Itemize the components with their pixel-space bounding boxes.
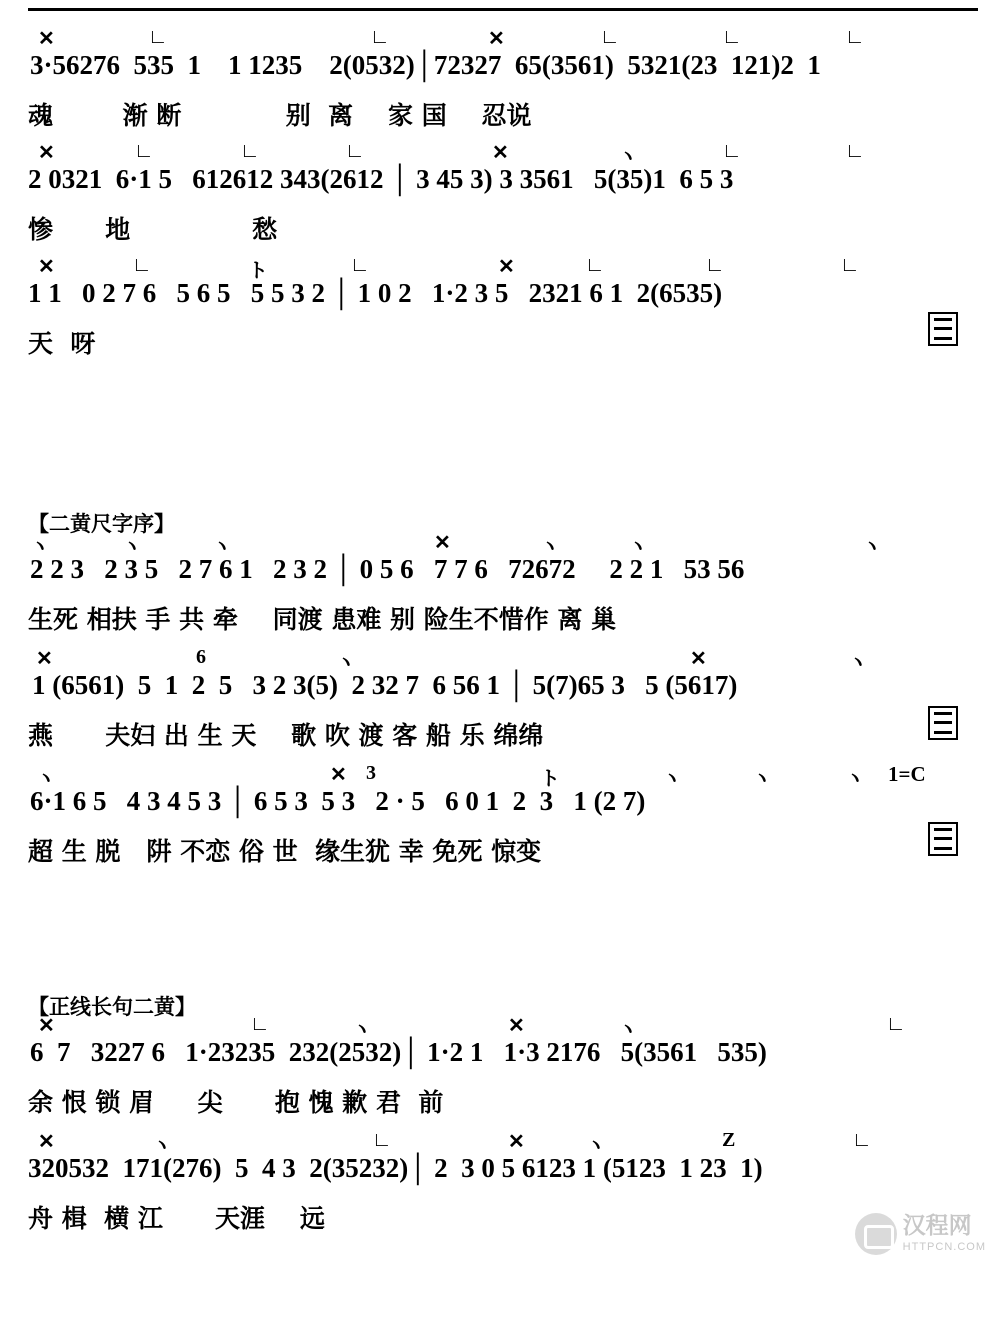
system-2 bbox=[0, 500, 1000, 872]
lyric-text: 天 呀 bbox=[28, 329, 96, 358]
lyric-text: 生死 相扶 手 共 牵 同渡 患难 别 险生不惜作 离 巢 bbox=[28, 605, 617, 634]
note-row-8 bbox=[0, 1153, 1000, 1199]
lyric-text: 燕 夫妇 出 生 天 歌 吹 渡 客 船 乐 绵绵 bbox=[28, 721, 544, 750]
note-row-4 bbox=[0, 554, 1000, 600]
lyric-text: 余 恨 锁 眉 尖 抱 愧 歉 君 前 bbox=[28, 1088, 444, 1117]
system-1 bbox=[0, 26, 1000, 364]
note-group: 2 0321 6·1 5 612612 343(2612 │ 3 45 3) 3 3561 5(35)1 6 5 3 bbox=[28, 164, 734, 194]
note-row-2 bbox=[0, 164, 1000, 210]
note-group: 1 1 0 2 7 6 5 6 5 5 5 3 2 │ 1 0 2 1·2 3 5 2321 6 1 2(6535) bbox=[28, 278, 723, 308]
lyric-text: 魂 渐 断 别 离 家 国 忍说 bbox=[28, 101, 532, 130]
note-row-7 bbox=[0, 1037, 1000, 1083]
ornament-row-2a: ✕ ∟ ∟ ∟ ✕ ヽ ∟ ∟ bbox=[38, 140, 865, 168]
lyric-row-5 bbox=[0, 716, 1000, 756]
lyric-row-8 bbox=[0, 1199, 1000, 1239]
top-border-rule bbox=[28, 8, 978, 11]
repeat-end-sign bbox=[928, 312, 958, 346]
lyric-row-7 bbox=[0, 1083, 1000, 1123]
note-group: 6·1 6 5 4 3 4 5 3 │ 6 5 3 5 3 2 · 5 6 0 1 2 3 1 (2 7) bbox=[30, 786, 646, 816]
ornament-row-4a: ヽ ヽ ヽ ✕ ヽ ヽ ヽ bbox=[30, 532, 882, 558]
note-row-6 bbox=[0, 786, 1000, 832]
lyric-row-6 bbox=[0, 832, 1000, 872]
system-3 bbox=[0, 985, 1000, 1239]
ornament-row-1a: ✕ ∟ ∟ ✕ ∟ ∟ ∟ bbox=[38, 26, 865, 50]
lyric-row-3 bbox=[0, 324, 1000, 364]
watermark-url: HTTPCN.COM bbox=[902, 1240, 986, 1253]
ornament-row-7a: ✕ ∟ ヽ ✕ ヽ ∟ bbox=[38, 1013, 906, 1041]
section-tag-1: 【二黄尺字序】 bbox=[28, 512, 175, 536]
ornament-row-3a: ✕ ∟ ト ∟ ✕ ∟ ∟ ∟ bbox=[38, 254, 860, 282]
repeat-end-sign bbox=[928, 822, 958, 856]
note-group: 6 7 3227 6 1·23235 232(2532)│ 1·2 1 1·3 2176 5(3561 535) bbox=[30, 1037, 767, 1067]
note-row-3 bbox=[0, 278, 1000, 324]
note-group: 2 2 3 2 3 5 2 7 6 1 2 3 2 │ 0 5 6 7 7 6 72672 2 2 1 53 56 bbox=[30, 554, 745, 584]
lyric-text: 惨 地 愁 bbox=[28, 215, 278, 244]
lyric-row-2 bbox=[0, 210, 1000, 250]
watermark-logo-icon bbox=[855, 1213, 897, 1255]
lyric-row-4 bbox=[0, 600, 1000, 640]
note-group: 1 (6561) 5 1 2 5 3 2 3(5) 2 32 7 6 56 1 │ 5(7)65 3 5 (5617) bbox=[32, 670, 738, 700]
section-tag-2: 【正线长句二黄】 bbox=[28, 995, 196, 1019]
lyric-text: 舟 楫 横 江 天涯 远 bbox=[28, 1204, 325, 1233]
ornament-row-5a: ✕ 6 ヽ ✕ ヽ bbox=[36, 646, 868, 674]
watermark bbox=[855, 1213, 986, 1255]
note-row-5 bbox=[0, 670, 1000, 716]
key-signature: 1=C bbox=[888, 762, 926, 786]
lyric-row-1 bbox=[0, 96, 1000, 136]
repeat-end-sign bbox=[928, 706, 958, 740]
ornament-row-8a: ✕ ヽ ∟ ✕ ヽ Z ∟ bbox=[38, 1129, 872, 1157]
note-group: 320532 171(276) 5 4 3 2(35232)│ 2 3 0 5 6123 1 (5123 1 23 1) bbox=[28, 1153, 763, 1183]
watermark-name: 汉程网 bbox=[902, 1212, 972, 1239]
note-group: 3·56276 535 1 1 1235 2(0532)│72327 65(3561) 5321(23 121)2 1 bbox=[30, 50, 821, 80]
lyric-text: 超 生 脱 阱 不恋 俗 世 缘生犹 幸 免死 惊变 bbox=[28, 837, 542, 866]
ornament-row-6a: ヽ ✕ 3 ト ヽ ヽ ヽ 1=C bbox=[36, 762, 926, 790]
note-row-1 bbox=[0, 50, 1000, 96]
